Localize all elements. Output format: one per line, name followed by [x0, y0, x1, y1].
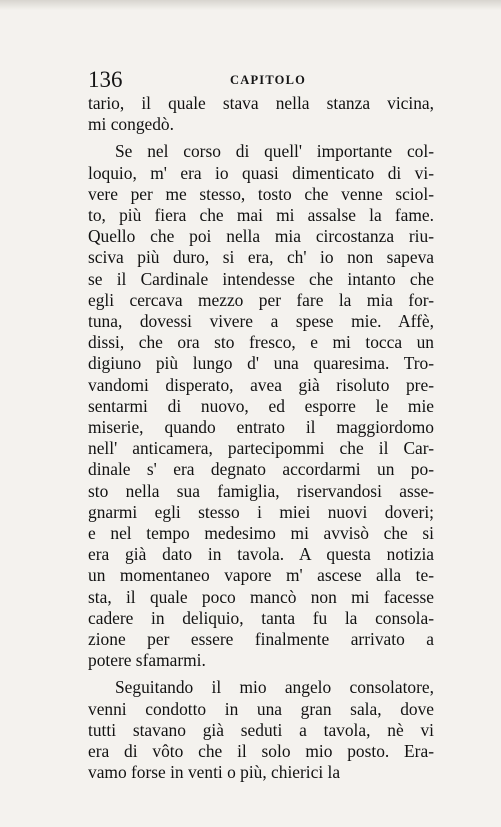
text-line: to, più fiera che mai mi assalse la fame. [88, 205, 434, 226]
text-line: nell' anticamera, partecipommi che il Car- [88, 438, 434, 459]
page-edge-shadow [0, 0, 501, 10]
text-line: cadere in deliquio, tanta fu la consola- [88, 607, 434, 628]
text-line: vere per me stesso, tosto che venne sciol- [88, 183, 434, 204]
text-line: loquio, m' era io quasi dimenticato di vi- [88, 162, 434, 183]
text-line: mi congedò. [88, 114, 174, 135]
page-header [88, 66, 438, 94]
text-line: gnarmi egli stesso i miei nuovi doveri; [88, 501, 434, 522]
text-line: venni condotto in una gran sala, dove [88, 698, 434, 719]
text-line: se il Cardinale intendesse che intanto che [88, 268, 434, 289]
page-number: 136 [88, 67, 123, 92]
text-line: vandomi disperato, avea già risoluto pre- [88, 374, 434, 395]
text-line: tutti stavano già seduti a tavola, nè vi [88, 719, 434, 740]
text-line: Quello che poi nella mia circostanza riu- [88, 226, 434, 247]
text-line: tario, il quale stava nella stanza vicina, [88, 93, 434, 113]
paragraph [88, 141, 434, 671]
text-line: sciva più duro, si era, ch' io non sapeva [88, 247, 434, 268]
text-line: tuna, dovessi vivere a spese mie. Affè, [88, 311, 434, 332]
text-line: sentarmi di nuovo, ed esporre le mie [88, 395, 434, 416]
text-line: Se nel corso di quell' importante col- [115, 141, 434, 162]
body-text [88, 93, 434, 784]
text-line: digiuno più lungo d' una quaresima. Tro- [88, 353, 434, 374]
text-line: sta, il quale poco mancò non mi facesse [88, 586, 434, 607]
text-line: dissi, che ora sto fresco, e mi tocca un [88, 332, 434, 353]
text-line: Seguitando il mio angelo consolatore, [115, 677, 434, 698]
paragraph [88, 677, 434, 783]
text-line: vamo forse in venti o più, chierici la [88, 762, 341, 783]
text-line: un momentaneo vapore m' ascese alla te- [88, 565, 434, 586]
text-line: egli cercava mezzo per fare la mia for- [88, 289, 434, 310]
text-line: miserie, quando entrato il maggiordomo [88, 417, 434, 438]
text-line: sto nella sua famiglia, riservandosi asse- [88, 480, 434, 501]
paragraph [88, 93, 434, 135]
text-line: era di vôto che il solo mio posto. Era- [88, 741, 434, 762]
running-head: CAPITOLO [230, 73, 307, 87]
text-line: potere sfamarmi. [88, 650, 206, 671]
text-line: era già dato in tavola. A questa notizia [88, 544, 434, 565]
text-line: dinale s' era degnato accordarmi un po- [88, 459, 434, 480]
text-line: e nel tempo medesimo mi avvisò che si [88, 523, 434, 544]
text-line: zione per essere finalmente arrivato a [88, 629, 434, 650]
